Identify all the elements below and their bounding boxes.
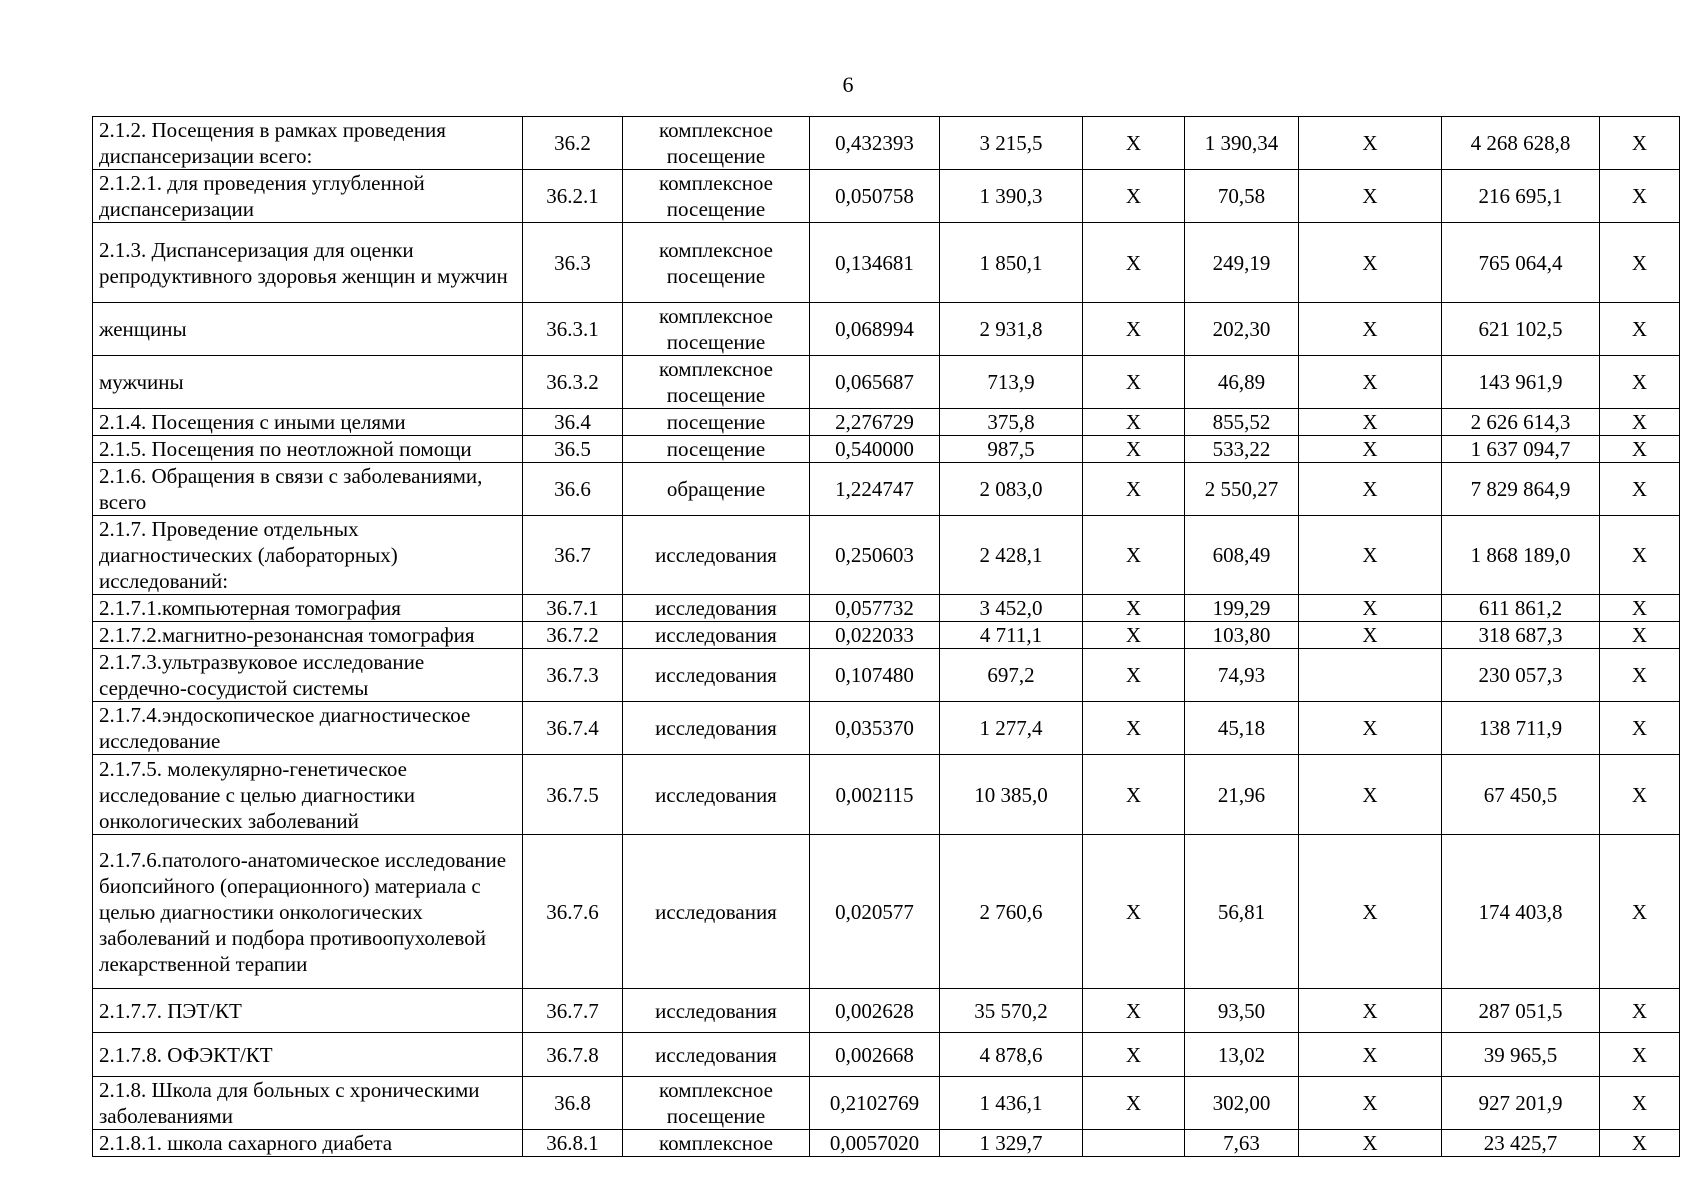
row-x1-cell: Х	[1083, 1033, 1185, 1077]
row-x3-cell: Х	[1600, 755, 1680, 835]
table-row	[93, 463, 1680, 516]
row-unit-cell: комплексное	[623, 1130, 810, 1157]
row-code-cell: 36.2	[523, 117, 623, 170]
table-row	[93, 622, 1680, 649]
row-norm-cell: 0,002668	[810, 1033, 940, 1077]
row-x2-cell: Х	[1299, 989, 1442, 1033]
row-x2-cell: Х	[1299, 303, 1442, 356]
row-x3-cell: Х	[1600, 595, 1680, 622]
row-x3-cell: Х	[1600, 702, 1680, 755]
row-per-capita-cell: 1 390,34	[1185, 117, 1299, 170]
table-row	[93, 755, 1680, 835]
row-x1-cell: Х	[1083, 1077, 1185, 1130]
row-norm-cell: 0,065687	[810, 356, 940, 409]
row-norm-cell: 1,224747	[810, 463, 940, 516]
row-total-cell: 1 868 189,0	[1442, 516, 1600, 595]
row-cost-cell: 1 436,1	[940, 1077, 1083, 1130]
row-code-cell: 36.3	[523, 223, 623, 303]
row-x2-cell: Х	[1299, 223, 1442, 303]
row-x3-cell: Х	[1600, 463, 1680, 516]
row-cost-cell: 1 390,3	[940, 170, 1083, 223]
row-norm-cell: 0,022033	[810, 622, 940, 649]
row-per-capita-cell: 7,63	[1185, 1130, 1299, 1157]
row-code-cell: 36.8	[523, 1077, 623, 1130]
row-total-cell: 287 051,5	[1442, 989, 1600, 1033]
row-name-cell: 2.1.2.1. для проведения углубленной диспансеризации	[93, 170, 523, 223]
row-x3-cell: Х	[1600, 1130, 1680, 1157]
row-cost-cell: 987,5	[940, 436, 1083, 463]
row-x2-cell: Х	[1299, 516, 1442, 595]
row-cost-cell: 697,2	[940, 649, 1083, 702]
row-unit-cell: посещение	[623, 409, 810, 436]
row-total-cell: 230 057,3	[1442, 649, 1600, 702]
row-x1-cell: Х	[1083, 223, 1185, 303]
row-unit-cell: комплексное посещение	[623, 356, 810, 409]
row-cost-cell: 2 083,0	[940, 463, 1083, 516]
row-x3-cell: Х	[1600, 622, 1680, 649]
row-cost-cell: 10 385,0	[940, 755, 1083, 835]
row-x3-cell: Х	[1600, 117, 1680, 170]
row-unit-cell: комплексное посещение	[623, 170, 810, 223]
row-per-capita-cell: 13,02	[1185, 1033, 1299, 1077]
row-code-cell: 36.7.6	[523, 835, 623, 989]
row-x2-cell: Х	[1299, 702, 1442, 755]
row-unit-cell: исследования	[623, 702, 810, 755]
row-total-cell: 67 450,5	[1442, 755, 1600, 835]
table-row	[93, 595, 1680, 622]
table-row	[93, 516, 1680, 595]
row-name-cell: 2.1.7.2.магнитно-резонансная томография	[93, 622, 523, 649]
row-unit-cell: исследования	[623, 649, 810, 702]
row-x2-cell: Х	[1299, 622, 1442, 649]
table-row	[93, 170, 1680, 223]
services-table	[92, 116, 1680, 1157]
row-total-cell: 765 064,4	[1442, 223, 1600, 303]
row-name-cell: 2.1.8. Школа для больных с хроническими заболеваниями	[93, 1077, 523, 1130]
table-row	[93, 409, 1680, 436]
table-row	[93, 223, 1680, 303]
row-norm-cell: 0,068994	[810, 303, 940, 356]
row-x2-cell: Х	[1299, 436, 1442, 463]
row-x1-cell	[1083, 1130, 1185, 1157]
row-norm-cell: 0,432393	[810, 117, 940, 170]
table-row	[93, 356, 1680, 409]
row-per-capita-cell: 70,58	[1185, 170, 1299, 223]
row-x1-cell: Х	[1083, 117, 1185, 170]
row-per-capita-cell: 2 550,27	[1185, 463, 1299, 516]
row-norm-cell: 0,2102769	[810, 1077, 940, 1130]
row-total-cell: 23 425,7	[1442, 1130, 1600, 1157]
row-name-cell: 2.1.7.5. молекулярно-генетическое исследование с целью диагностики онкологических заболеваний	[93, 755, 523, 835]
row-code-cell: 36.7.5	[523, 755, 623, 835]
row-total-cell: 216 695,1	[1442, 170, 1600, 223]
row-name-cell: 2.1.6. Обращения в связи с заболеваниями, всего	[93, 463, 523, 516]
row-norm-cell: 0,057732	[810, 595, 940, 622]
row-name-cell: 2.1.7.8. ОФЭКТ/КТ	[93, 1033, 523, 1077]
row-unit-cell: комплексное посещение	[623, 1077, 810, 1130]
row-per-capita-cell: 249,19	[1185, 223, 1299, 303]
row-total-cell: 611 861,2	[1442, 595, 1600, 622]
row-code-cell: 36.8.1	[523, 1130, 623, 1157]
row-x3-cell: Х	[1600, 409, 1680, 436]
row-unit-cell: комплексное посещение	[623, 223, 810, 303]
row-code-cell: 36.7.2	[523, 622, 623, 649]
row-total-cell: 318 687,3	[1442, 622, 1600, 649]
row-code-cell: 36.7.8	[523, 1033, 623, 1077]
row-norm-cell: 0,0057020	[810, 1130, 940, 1157]
row-x1-cell: Х	[1083, 436, 1185, 463]
row-code-cell: 36.6	[523, 463, 623, 516]
row-total-cell: 39 965,5	[1442, 1033, 1600, 1077]
row-x1-cell: Х	[1083, 170, 1185, 223]
row-per-capita-cell: 46,89	[1185, 356, 1299, 409]
table-row	[93, 303, 1680, 356]
row-x2-cell: Х	[1299, 1077, 1442, 1130]
row-x2-cell: Х	[1299, 1130, 1442, 1157]
row-x2-cell	[1299, 649, 1442, 702]
row-cost-cell: 3 452,0	[940, 595, 1083, 622]
row-norm-cell: 0,035370	[810, 702, 940, 755]
row-unit-cell: исследования	[623, 989, 810, 1033]
row-x2-cell: Х	[1299, 170, 1442, 223]
row-total-cell: 2 626 614,3	[1442, 409, 1600, 436]
row-x2-cell: Х	[1299, 1033, 1442, 1077]
row-per-capita-cell: 21,96	[1185, 755, 1299, 835]
row-code-cell: 36.5	[523, 436, 623, 463]
row-x3-cell: Х	[1600, 989, 1680, 1033]
row-per-capita-cell: 855,52	[1185, 409, 1299, 436]
row-x2-cell: Х	[1299, 835, 1442, 989]
row-x3-cell: Х	[1600, 356, 1680, 409]
row-cost-cell: 1 277,4	[940, 702, 1083, 755]
row-name-cell: 2.1.7.1.компьютерная томография	[93, 595, 523, 622]
table-row	[93, 1077, 1680, 1130]
row-x1-cell: Х	[1083, 463, 1185, 516]
row-total-cell: 1 637 094,7	[1442, 436, 1600, 463]
row-name-cell: 2.1.7.7. ПЭТ/КТ	[93, 989, 523, 1033]
row-code-cell: 36.7.1	[523, 595, 623, 622]
row-x3-cell: Х	[1600, 835, 1680, 989]
row-cost-cell: 1 850,1	[940, 223, 1083, 303]
row-unit-cell: исследования	[623, 755, 810, 835]
row-cost-cell: 35 570,2	[940, 989, 1083, 1033]
row-name-cell: 2.1.7.3.ультразвуковое исследование сердечно-сосудистой системы	[93, 649, 523, 702]
row-name-cell: женщины	[93, 303, 523, 356]
row-total-cell: 927 201,9	[1442, 1077, 1600, 1130]
table-row	[93, 1130, 1680, 1157]
row-name-cell: 2.1.2. Посещения в рамках проведения диспансеризации всего:	[93, 117, 523, 170]
row-per-capita-cell: 56,81	[1185, 835, 1299, 989]
row-unit-cell: исследования	[623, 622, 810, 649]
row-x3-cell: Х	[1600, 1077, 1680, 1130]
row-x2-cell: Х	[1299, 409, 1442, 436]
row-unit-cell: комплексное посещение	[623, 303, 810, 356]
row-unit-cell: комплексное посещение	[623, 117, 810, 170]
row-norm-cell: 0,002628	[810, 989, 940, 1033]
row-x1-cell: Х	[1083, 649, 1185, 702]
row-name-cell: 2.1.7.4.эндоскопическое диагностическое исследование	[93, 702, 523, 755]
table-row	[93, 835, 1680, 989]
row-unit-cell: исследования	[623, 835, 810, 989]
row-per-capita-cell: 202,30	[1185, 303, 1299, 356]
table-row	[93, 117, 1680, 170]
row-cost-cell: 2 931,8	[940, 303, 1083, 356]
table-row	[93, 436, 1680, 463]
row-x1-cell: Х	[1083, 989, 1185, 1033]
row-per-capita-cell: 608,49	[1185, 516, 1299, 595]
row-x1-cell: Х	[1083, 595, 1185, 622]
row-name-cell: 2.1.8.1. школа сахарного диабета	[93, 1130, 523, 1157]
row-x2-cell: Х	[1299, 117, 1442, 170]
row-total-cell: 4 268 628,8	[1442, 117, 1600, 170]
row-norm-cell: 0,107480	[810, 649, 940, 702]
row-total-cell: 138 711,9	[1442, 702, 1600, 755]
row-total-cell: 143 961,9	[1442, 356, 1600, 409]
row-cost-cell: 1 329,7	[940, 1130, 1083, 1157]
row-x3-cell: Х	[1600, 223, 1680, 303]
row-x1-cell: Х	[1083, 702, 1185, 755]
table-row	[93, 702, 1680, 755]
row-cost-cell: 2 428,1	[940, 516, 1083, 595]
table-body	[93, 117, 1680, 1157]
row-x1-cell: Х	[1083, 835, 1185, 989]
row-cost-cell: 2 760,6	[940, 835, 1083, 989]
row-name-cell: 2.1.7. Проведение отдельных диагностических (лабораторных) исследований:	[93, 516, 523, 595]
row-cost-cell: 4 711,1	[940, 622, 1083, 649]
row-x1-cell: Х	[1083, 755, 1185, 835]
row-x1-cell: Х	[1083, 516, 1185, 595]
row-x3-cell: Х	[1600, 516, 1680, 595]
row-x2-cell: Х	[1299, 755, 1442, 835]
row-unit-cell: исследования	[623, 1033, 810, 1077]
row-name-cell: мужчины	[93, 356, 523, 409]
row-code-cell: 36.3.1	[523, 303, 623, 356]
row-unit-cell: исследования	[623, 516, 810, 595]
row-x3-cell: Х	[1600, 170, 1680, 223]
table-row	[93, 989, 1680, 1033]
row-unit-cell: исследования	[623, 595, 810, 622]
row-name-cell: 2.1.7.6.патолого-анатомическое исследование биопсийного (операционного) материала с целью диагностики онкологических заболеваний и подбора противоопухолевой лекарственной терапии	[93, 835, 523, 989]
page-number: 6	[842, 72, 854, 97]
row-cost-cell: 375,8	[940, 409, 1083, 436]
row-per-capita-cell: 103,80	[1185, 622, 1299, 649]
row-code-cell: 36.4	[523, 409, 623, 436]
row-cost-cell: 4 878,6	[940, 1033, 1083, 1077]
row-total-cell: 174 403,8	[1442, 835, 1600, 989]
row-norm-cell: 0,250603	[810, 516, 940, 595]
row-per-capita-cell: 45,18	[1185, 702, 1299, 755]
row-code-cell: 36.2.1	[523, 170, 623, 223]
row-per-capita-cell: 533,22	[1185, 436, 1299, 463]
row-name-cell: 2.1.4. Посещения с иными целями	[93, 409, 523, 436]
row-total-cell: 621 102,5	[1442, 303, 1600, 356]
row-norm-cell: 0,050758	[810, 170, 940, 223]
row-per-capita-cell: 199,29	[1185, 595, 1299, 622]
row-x3-cell: Х	[1600, 1033, 1680, 1077]
row-code-cell: 36.7	[523, 516, 623, 595]
row-x1-cell: Х	[1083, 622, 1185, 649]
row-code-cell: 36.7.4	[523, 702, 623, 755]
row-x3-cell: Х	[1600, 649, 1680, 702]
table-row	[93, 1033, 1680, 1077]
row-norm-cell: 0,020577	[810, 835, 940, 989]
row-x1-cell: Х	[1083, 303, 1185, 356]
row-x2-cell: Х	[1299, 356, 1442, 409]
row-code-cell: 36.7.3	[523, 649, 623, 702]
row-cost-cell: 713,9	[940, 356, 1083, 409]
row-norm-cell: 0,002115	[810, 755, 940, 835]
row-total-cell: 7 829 864,9	[1442, 463, 1600, 516]
row-name-cell: 2.1.5. Посещения по неотложной помощи	[93, 436, 523, 463]
row-unit-cell: посещение	[623, 436, 810, 463]
row-per-capita-cell: 93,50	[1185, 989, 1299, 1033]
row-norm-cell: 0,540000	[810, 436, 940, 463]
row-code-cell: 36.7.7	[523, 989, 623, 1033]
row-x3-cell: Х	[1600, 436, 1680, 463]
row-norm-cell: 0,134681	[810, 223, 940, 303]
row-x1-cell: Х	[1083, 356, 1185, 409]
row-code-cell: 36.3.2	[523, 356, 623, 409]
row-per-capita-cell: 302,00	[1185, 1077, 1299, 1130]
table-row	[93, 649, 1680, 702]
row-x2-cell: Х	[1299, 463, 1442, 516]
row-cost-cell: 3 215,5	[940, 117, 1083, 170]
row-norm-cell: 2,276729	[810, 409, 940, 436]
row-x3-cell: Х	[1600, 303, 1680, 356]
row-x1-cell: Х	[1083, 409, 1185, 436]
row-name-cell: 2.1.3. Диспансеризация для оценки репродуктивного здоровья женщин и мужчин	[93, 223, 523, 303]
row-x2-cell: Х	[1299, 595, 1442, 622]
row-unit-cell: обращение	[623, 463, 810, 516]
row-per-capita-cell: 74,93	[1185, 649, 1299, 702]
